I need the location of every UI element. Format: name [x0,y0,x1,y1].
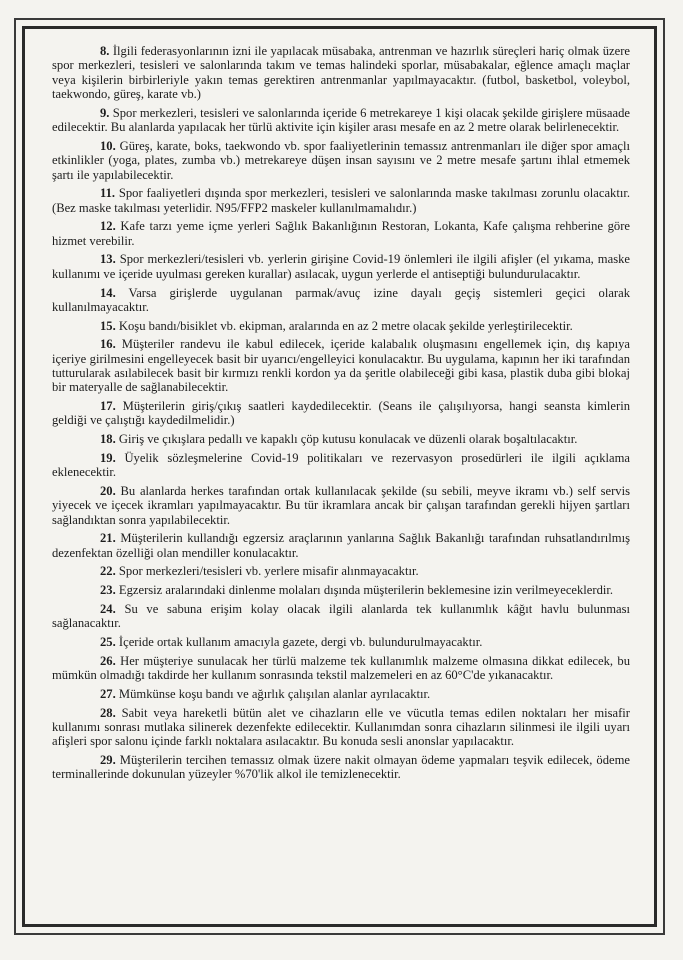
rule-number: 14. [100,285,116,300]
rule-item [52,337,630,394]
rule-number: 16. [100,337,116,352]
rule-item [52,219,630,248]
rule-number: 8. [100,44,110,58]
rule-number: 15. [100,318,116,333]
rule-number: 12. [100,219,116,234]
rule-text: Müşterilerin tercihen temassız olmak üzere nakit olmayan ödeme yapmaları teşvik edilecek, ödeme terminallerinde dokunulan yüzeyler %70'lik alkol ile temizlenecektir. [52,752,630,782]
rule-item [52,286,630,315]
rule-text: Bu alanlarda herkes tarafından ortak kullanılacak şekilde (su sebili, meyve ikramı vb.) self servis yiyecek ve içecek ikramları yapılmayacaktır. Bu tür ikramlara ancak bir çalışan tarafından gerekli hijyen şartları sağlandıktan sonra yapılabilecektir. [52,483,630,527]
rule-text: Spor merkezleri/tesisleri vb. yerlere misafir alınmayacaktır. [118,564,419,579]
rule-item [52,687,630,701]
rule-item [52,451,630,480]
rule-number: 24. [100,601,116,616]
rule-text: Kafe tarzı yeme içme yerleri Sağlık Bakanlığının Restoran, Lokanta, Kafe çalışma rehberine göre hizmet verebilir. [52,219,631,248]
rule-number: 10. [100,138,116,153]
rule-text: İçeride ortak kullanım amacıyla gazete, dergi vb. bulundurulmayacaktır. [118,635,483,650]
rule-text: Müşteriler randevu ile kabul edilecek, içeride kalabalık oluşmasını engellemek için, dış kapıya içeriye girilmesini engelleyecek basit bir uyarıcı/engelleyici konulacaktır. Bu uygulama, kapının her iki tarafından tutturularak asılabilecek basit bir kırmızı renkli kordon ya da şeritle olabileceği gibi kasa, plastik duba gibi blokaj bir materyalle de sağlanabilecektir. [52,337,630,395]
rule-item [52,635,630,649]
rule-number: 22. [100,564,116,579]
rule-number: 19. [100,450,116,465]
rule-number: 25. [100,635,116,650]
rule-number: 18. [100,432,116,447]
rule-text: Giriş ve çıkışlara pedallı ve kapaklı çöp kutusu konulacak ve düzenli olarak boşaltılacaktır. [118,432,578,447]
rule-item [52,106,630,135]
rule-text: Sabit veya hareketli bütün alet ve cihazların elle ve vücutla temas edilen noktaları her misafir kullanımı sonrası mutlaka silinerek dezenfekte edilecektir. Kullanımdan sonra cihazların silinmesi ile ilgili uyarı afişleri spor salonu içinde farklı noktalara asılacaktır. Bu konuda sesli anonslar yapılacaktır. [52,705,630,749]
rule-number: 11. [100,186,116,201]
rule-text: Güreş, karate, boks, taekwondo vb. spor faaliyetlerinin temassız antrenmanları ile diğer spor amaçlı etkinlikler (yoga, plates, zumba vb.) metrekareye düşen insan sayısını ve 2 metre mesafe şartını ihlal etmemek şartı ile yapılabilecektir. [52,138,630,182]
rule-item [52,654,630,683]
rule-item [52,186,630,215]
rule-item [52,706,630,749]
rule-item [52,139,630,182]
rule-item [52,432,630,446]
rule-item [52,583,630,597]
rule-text: Varsa girişlerde uygulanan parmak/avuç izine dayalı geçiş sistemleri geçici olarak kullanılmayacaktır. [52,285,631,314]
rule-text: Spor faaliyetleri dışında spor merkezleri, tesisleri ve salonlarında maske takılması zorunlu olacaktır. (Bez maske takılması yeterlidir. N95/FFP2 maskeler kullanılmamalıdır.) [52,186,630,215]
rule-text: İlgili federasyonlarının izni ile yapılacak müsabaka, antrenman ve hazırlık süreçleri hariç olmak üzere spor merkezleri, tesisleri ve salonlarında takım ve temas halindeki sporlar, müsabakalar, eğlence amaçlı maçlar veya kişilerin birbirleriyle yakın temas gerektiren antrenmanlar yapılmayacaktır. (futbol, basketbol, voleybol, taekwondo, güreş, karate vb.) [52,44,630,102]
rule-text: Su ve sabuna erişim kolay olacak ilgili alanlarda tek kullanımlık kâğıt havlu bulunması sağlanacaktır. [52,601,631,631]
rule-item [52,44,630,101]
rule-number: 20. [100,483,116,498]
rule-number: 28. [100,705,116,720]
rule-item [52,531,630,560]
rule-number: 29. [100,752,116,767]
rule-number: 21. [100,531,116,546]
rule-item [52,399,630,428]
rule-text: Egzersiz aralarındaki dinlenme molaları dışında müşterilerin beklemesine izin verilmeyeceklerdir. [118,583,614,598]
rule-text: Her müşteriye sunulacak her türlü malzeme tek kullanımlık malzeme olmasına dikkat edilecek, bu mümkün olmadığı takdirde her kullanım sonrasında tekstil malzemeleri en az 60°C'de yıkanacaktır. [52,653,630,683]
rule-number: 27. [100,686,116,701]
rule-number: 13. [100,252,116,267]
document-body [52,44,630,786]
rule-item [52,564,630,578]
rule-number: 17. [100,399,116,414]
rule-text: Üyelik sözleşmelerine Covid-19 politikaları ve rezervasyon prosedürleri ile ilgili açıklama eklenecektir. [52,450,630,480]
rule-item [52,319,630,333]
rule-number: 26. [100,653,116,668]
rule-text: Spor merkezleri/tesisleri vb. yerlerin girişine Covid-19 önlemleri ile ilgili afişler (el yıkama, maske kullanımı ve içeride uyulması gereken kurallar) asılacak, uygun yerlerde el antiseptiği bulundurulacaktır. [52,252,630,281]
rule-text: Müşterilerin giriş/çıkış saatleri kaydedilecektir. (Seans ile çalışılıyorsa, hangi seansta kimlerin geldiği ve çalıştığı kaydedilmelidir.) [52,399,630,428]
rule-item [52,252,630,281]
rule-number: 23. [100,583,116,598]
rule-number: 9. [100,105,110,120]
rule-text: Spor merkezleri, tesisleri ve salonlarında içeride 6 metrekareye 1 kişi olacak şekilde girişlere müsaade edilecektir. Bu alanlarda yapılacak her türlü aktivite için kişiler arası mesafe en az 2 metre olarak belirlenecektir. [52,105,630,135]
rule-item [52,484,630,527]
rule-text: Mümkünse koşu bandı ve ağırlık çalışılan alanlar ayrılacaktır. [118,686,431,701]
rule-text: Koşu bandı/bisiklet vb. ekipman, aralarında en az 2 metre olacak şekilde yerleştirilecektir. [118,318,573,333]
rule-text: Müşterilerin kullandığı egzersiz araçlarının yanlarına Sağlık Bakanlığı tarafından ruhsatlandırılmış dezenfektan özelliği olan mendiller konulacaktır. [52,531,630,560]
rule-item [52,753,630,782]
rule-item [52,602,630,631]
